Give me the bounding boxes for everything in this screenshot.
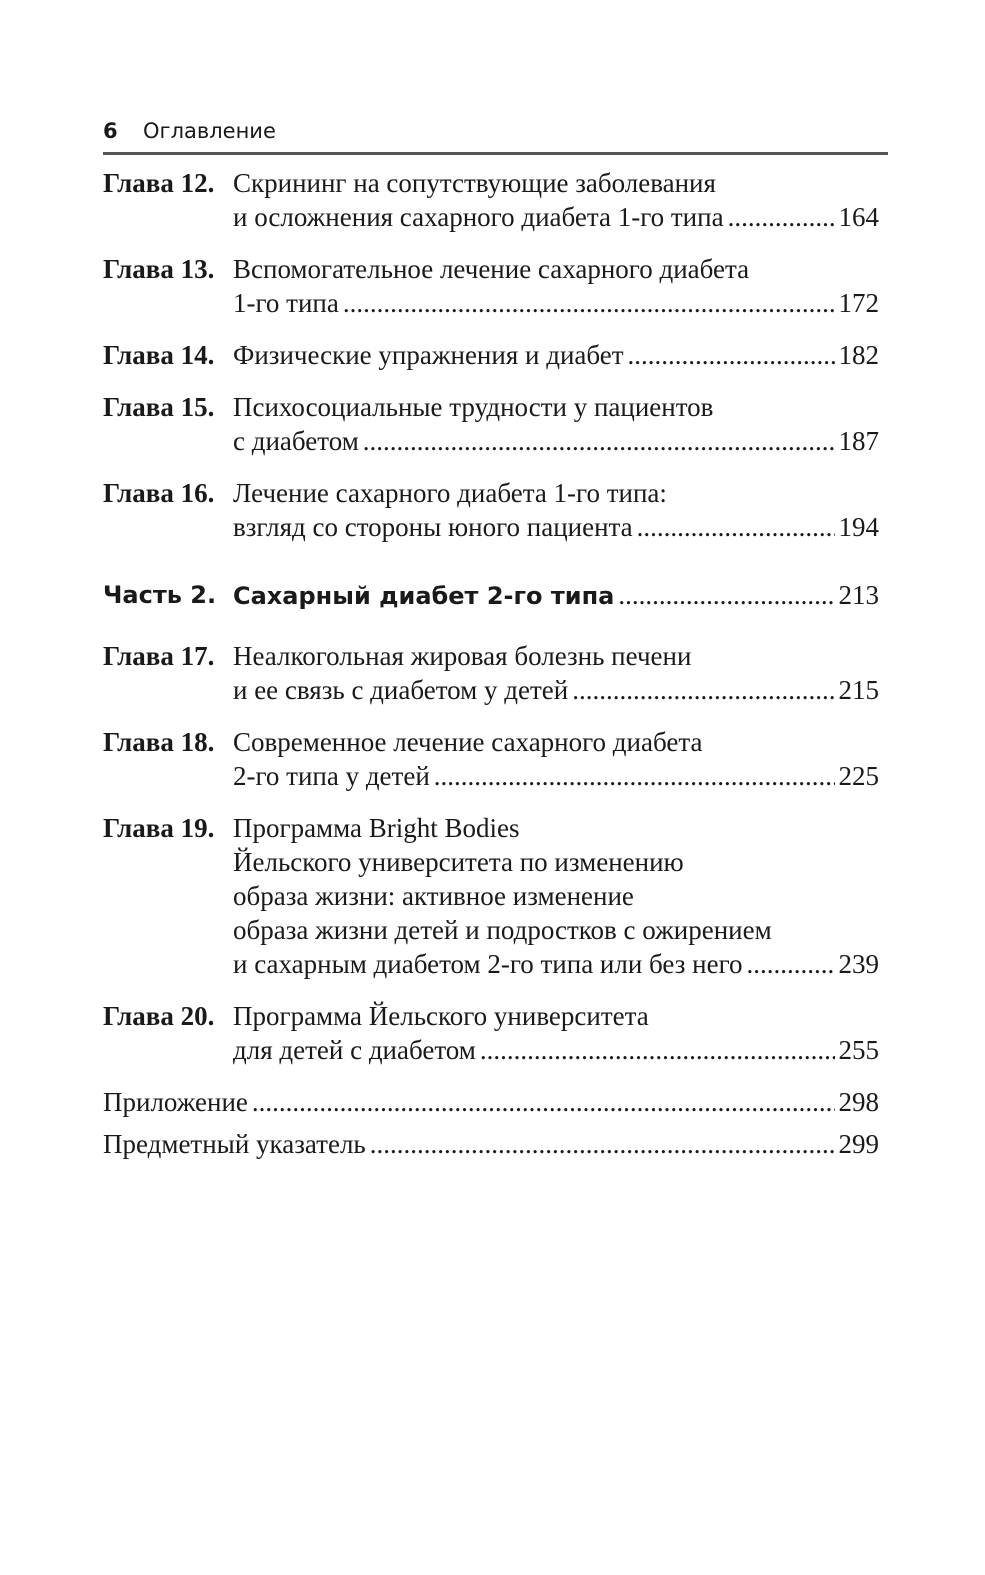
toc-chapter[interactable] <box>103 338 879 372</box>
toc-chapter[interactable] <box>103 252 879 320</box>
leader-dots <box>480 1033 835 1067</box>
toc-chapter[interactable] <box>103 811 879 981</box>
toc-chapter[interactable] <box>103 725 879 793</box>
page-ref: 182 <box>838 340 879 370</box>
table-of-contents <box>103 166 879 1161</box>
title-line: Лечение сахарного диабета 1-го типа: <box>233 478 667 508</box>
appendix-label: Приложение <box>103 1087 248 1117</box>
title-line: и сахарным диабетом 2-го типа или без него <box>233 949 743 979</box>
entry-title <box>233 811 879 981</box>
page-ref: 215 <box>838 675 879 705</box>
leader-dots <box>637 510 835 544</box>
toc-chapter[interactable] <box>103 999 879 1067</box>
page-number: 6 <box>103 119 118 143</box>
header-rule <box>103 152 888 155</box>
index-label: Предметный указатель <box>103 1129 366 1159</box>
entry-label: Глава 16. <box>103 478 215 508</box>
page-ref: 187 <box>838 426 879 456</box>
page-ref: 172 <box>838 288 879 318</box>
title-line: Психосоциальные трудности у пациентов <box>233 392 714 422</box>
leader-dots <box>628 338 835 372</box>
title-line: 1-го типа <box>233 288 339 318</box>
title-line: Программа Йельского университета <box>233 1001 649 1031</box>
entry-label: Глава 20. <box>103 1001 215 1031</box>
title-line: образа жизни детей и подростков с ожирением <box>233 915 772 945</box>
title-line: Скрининг на сопутствующие заболевания <box>233 168 716 198</box>
toc-chapter[interactable] <box>103 166 879 234</box>
title-last-line <box>233 759 879 793</box>
title-line: Вспомогательное лечение сахарного диабета <box>233 254 750 284</box>
entry-title <box>233 390 879 458</box>
page-ref: 213 <box>838 580 879 610</box>
entry-label: Глава 17. <box>103 641 215 671</box>
title-line: Физические упражнения и диабет <box>233 340 624 370</box>
page-ref: 164 <box>838 202 879 232</box>
toc-part[interactable] <box>103 578 879 613</box>
title-line: Сахарный диабет 2-го типа <box>233 582 615 610</box>
leader-dots <box>618 578 834 612</box>
entry-label: Глава 12. <box>103 168 215 198</box>
entry-title <box>233 476 879 544</box>
title-last-line <box>233 673 879 707</box>
entry-title <box>233 999 879 1067</box>
leader-dots <box>728 200 835 234</box>
title-last-line <box>233 1033 879 1067</box>
toc-chapter[interactable] <box>103 476 879 544</box>
running-header <box>103 116 888 146</box>
leader-dots <box>747 947 835 981</box>
title-line: и ее связь с диабетом у детей <box>233 675 569 705</box>
toc-appendix[interactable] <box>103 1085 879 1119</box>
entry-label: Глава 18. <box>103 727 215 757</box>
running-title: Оглавление <box>143 119 276 143</box>
entry-label: Глава 13. <box>103 254 215 284</box>
page-ref: 239 <box>838 949 879 979</box>
entry-title <box>233 639 879 707</box>
entry-label: Часть 2. <box>103 581 217 609</box>
title-line: образа жизни: активное изменение <box>233 881 634 911</box>
toc-chapter[interactable] <box>103 639 879 707</box>
appendix-page: 298 <box>838 1087 879 1117</box>
leader-dots <box>252 1085 835 1119</box>
index-page: 299 <box>838 1129 879 1159</box>
entry-title <box>233 252 879 320</box>
title-line: и осложнения сахарного диабета 1-го типа <box>233 202 724 232</box>
toc-index[interactable] <box>103 1127 879 1161</box>
leader-dots <box>363 424 835 458</box>
leader-dots <box>343 286 835 320</box>
title-line: с диабетом <box>233 426 359 456</box>
title-last-line <box>233 578 879 613</box>
leader-dots <box>572 673 834 707</box>
title-last-line <box>233 947 879 981</box>
leader-dots <box>434 759 835 793</box>
page-ref: 255 <box>838 1035 879 1065</box>
page-ref: 225 <box>838 761 879 791</box>
title-last-line <box>233 200 879 234</box>
entry-label: Глава 19. <box>103 813 215 843</box>
title-line: 2-го типа у детей <box>233 761 430 791</box>
toc-chapter[interactable] <box>103 390 879 458</box>
entry-label: Глава 15. <box>103 392 215 422</box>
title-line: Современное лечение сахарного диабета <box>233 727 703 757</box>
title-line: Программа Bright Bodies <box>233 813 520 843</box>
title-last-line <box>233 510 879 544</box>
entry-title <box>233 338 879 372</box>
title-line: взгляд со стороны юного пациента <box>233 512 633 542</box>
entry-title <box>233 578 879 613</box>
title-line: Йельского университета по изменению <box>233 847 684 877</box>
entry-title <box>233 725 879 793</box>
leader-dots <box>370 1127 835 1161</box>
page-ref: 194 <box>838 512 879 542</box>
title-line: Неалкогольная жировая болезнь печени <box>233 641 692 671</box>
title-line: для детей с диабетом <box>233 1035 476 1065</box>
entry-label: Глава 14. <box>103 340 215 370</box>
entry-title <box>233 166 879 234</box>
title-last-line <box>233 338 879 372</box>
title-last-line <box>233 286 879 320</box>
title-last-line <box>233 424 879 458</box>
toc-entries <box>103 166 879 1067</box>
